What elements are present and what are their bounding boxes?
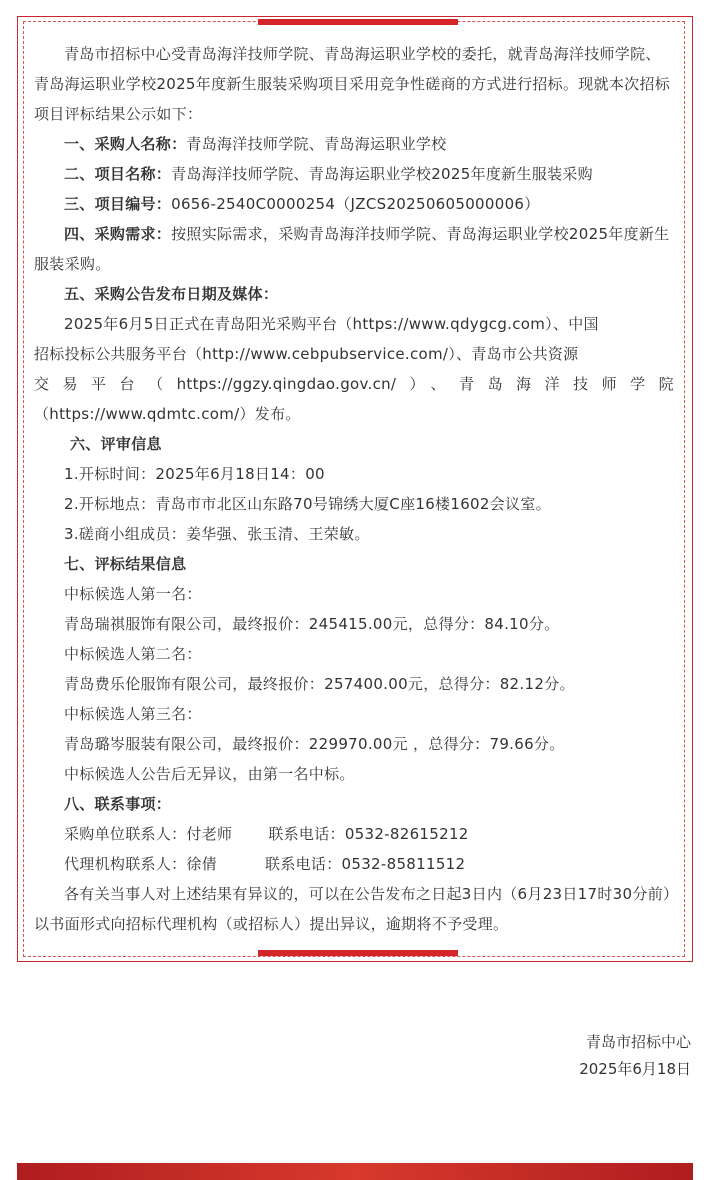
buyer-phone: 联系电话：0532-82615212 bbox=[268, 825, 469, 843]
candidate-2-detail: 青岛费乐伦服饰有限公司，最终报价：257400.00元，总得分：82.12分。 bbox=[64, 675, 575, 693]
publication-line-4: （https://www.qdmtc.com/）发布。 bbox=[34, 405, 301, 423]
intro-paragraph: 青岛市招标中心受青岛海洋技师学院、青岛海运职业学校的委托，就青岛海洋技师学院、青岛海运职业学校2025年度新生服装采购项目采用竞争性磋商的方式进行招标。现就本次招标项目评标结果公示如下： bbox=[34, 45, 671, 123]
publication-line-1: 2025年6月5日正式在青岛阳光采购平台（https://www.qdygcg.com）、中国 bbox=[64, 315, 599, 333]
section-label: 三、项目编号： bbox=[64, 195, 172, 213]
section-label: 二、项目名称： bbox=[64, 165, 172, 183]
announcement-body bbox=[34, 39, 674, 939]
section-label: 八、联系事项： bbox=[64, 795, 172, 813]
review-opening-place: 2.开标地点：青岛市市北区山东路70号锦绣大厦C座16楼1602会议室。 bbox=[64, 495, 551, 513]
agent-contact-row bbox=[34, 849, 674, 879]
top-accent-bar bbox=[258, 19, 458, 25]
section-label: 五、采购公告发布日期及媒体： bbox=[64, 285, 279, 303]
section-publication-heading bbox=[34, 279, 674, 309]
section-label: 四、采购需求： bbox=[64, 225, 172, 243]
section-requirements bbox=[34, 219, 674, 279]
buyer-contact: 采购单位联系人：付老师 bbox=[64, 825, 233, 843]
signature-org: 青岛市招标中心 bbox=[585, 1033, 691, 1051]
objection-paragraph: 各有关当事人对上述结果有异议的，可以在公告发布之日起3日内（6月23日17时30分前）以书面形式向招标代理机构（或招标人）提出异议，逾期将不予受理。 bbox=[34, 885, 671, 933]
candidate-1-title: 中标候选人第一名： bbox=[64, 585, 202, 603]
result-note: 中标候选人公告后无异议，由第一名中标。 bbox=[64, 765, 355, 783]
publication-line-3: 交易平台（https://ggzy.qingdao.gov.cn/）、青岛海洋技师学院 bbox=[34, 375, 674, 393]
agent-contact: 代理机构联系人：徐倩 bbox=[64, 855, 218, 873]
agent-phone: 联系电话：0532-85811512 bbox=[265, 855, 466, 873]
section-value: 按照实际需求，采购青岛海洋技师学院、青岛海运职业学校2025年度新生服装采购。 bbox=[34, 225, 670, 273]
section-purchaser bbox=[34, 129, 674, 159]
bottom-accent-bar bbox=[258, 950, 458, 956]
candidate-1-detail: 青岛瑞祺服饰有限公司，最终报价：245415.00元，总得分：84.10分。 bbox=[64, 615, 560, 633]
candidate-3-title: 中标候选人第三名： bbox=[64, 705, 202, 723]
section-review-heading bbox=[34, 429, 674, 459]
section-value: 青岛海洋技师学院、青岛海运职业学校2025年度新生服装采购 bbox=[171, 165, 593, 183]
review-panel-members: 3.磋商小组成员：姜华强、张玉清、王荣敏。 bbox=[64, 525, 370, 543]
section-label: 六、评审信息 bbox=[70, 435, 162, 453]
review-opening-time: 1.开标时间：2025年6月18日14：00 bbox=[64, 465, 325, 483]
signature-date: 2025年6月18日 bbox=[579, 1060, 691, 1078]
publication-line-2: 招标投标公共服务平台（http://www.cebpubservice.com/）、青岛市公共资源 bbox=[34, 345, 579, 363]
section-contact-heading bbox=[34, 789, 674, 819]
section-label: 一、采购人名称： bbox=[64, 135, 187, 153]
footer-decor-bar bbox=[17, 1163, 693, 1180]
section-value: 青岛海洋技师学院、青岛海运职业学校 bbox=[186, 135, 447, 153]
section-project-name bbox=[34, 159, 674, 189]
section-project-number bbox=[34, 189, 674, 219]
section-result-heading bbox=[34, 549, 674, 579]
signature-block bbox=[579, 1029, 691, 1083]
section-label: 七、评标结果信息 bbox=[64, 555, 187, 573]
buyer-contact-row bbox=[34, 819, 674, 849]
section-value: 0656-2540C0000254（JZCS20250605000006） bbox=[171, 195, 540, 213]
candidate-2-title: 中标候选人第二名： bbox=[64, 645, 202, 663]
candidate-3-detail: 青岛璐岑服装有限公司，最终报价：229970.00元 ，总得分：79.66分。 bbox=[64, 735, 565, 753]
